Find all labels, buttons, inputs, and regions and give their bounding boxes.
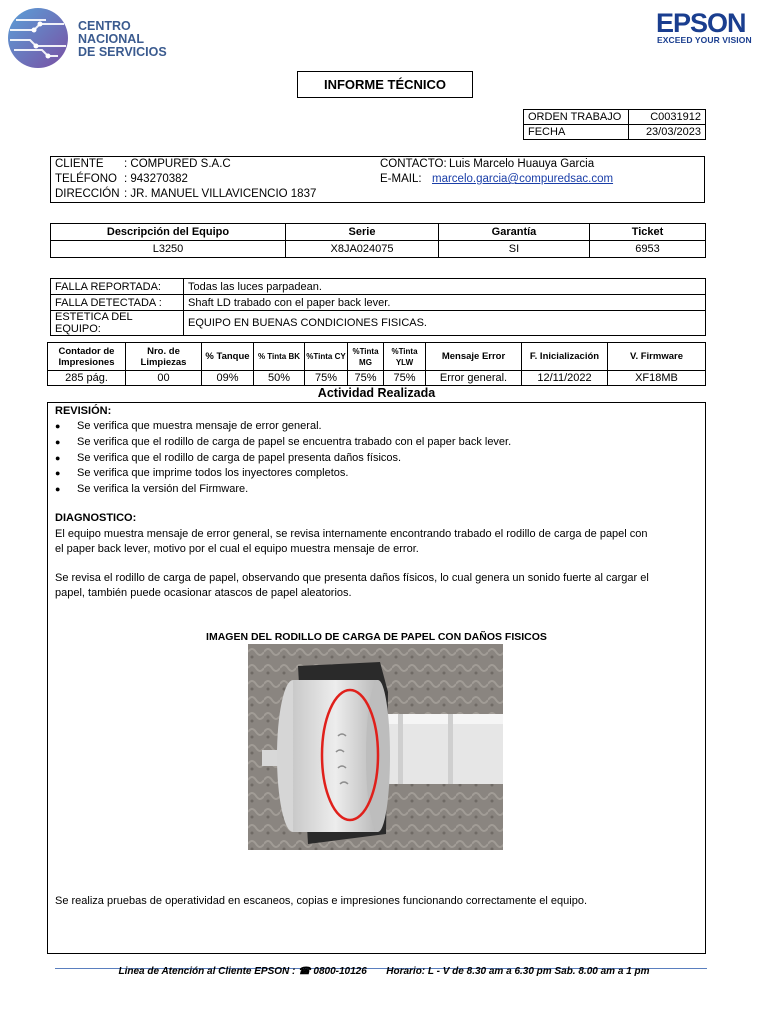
counter-value: 75% <box>348 371 384 386</box>
footer-line-label: Linea de Atención al Cliente EPSON : <box>118 966 296 977</box>
bullet-icon: ● <box>55 453 61 463</box>
fecha-value: 23/03/2023 <box>629 125 706 140</box>
footer-phone: 0800-10126 <box>313 966 367 977</box>
contacto-value: Luis Marcelo Huauya Garcia <box>449 158 595 170</box>
bullet-icon: ● <box>55 468 61 478</box>
cns-line-3: DE SERVICIOS <box>78 45 167 59</box>
footer-contact <box>0 966 768 977</box>
cns-logo-icon <box>6 6 70 70</box>
table-row <box>51 279 706 295</box>
cns-line-1: CENTRO <box>78 19 131 33</box>
bullet-icon: ● <box>55 437 61 447</box>
equipment-table <box>50 223 706 258</box>
counter-header: Mensaje Error <box>426 343 522 371</box>
diagnostico-p1-line2: el paper back lever, motivo por el cual el equipo muestra mensaje de error. <box>55 543 419 555</box>
equip-header-garantia: Garantía <box>439 224 590 241</box>
counter-header: Contador de Impresiones <box>48 343 126 371</box>
counter-value: 09% <box>202 371 254 386</box>
phone-icon: ☎ <box>298 966 311 977</box>
cns-brand-text <box>78 20 167 59</box>
counter-value: 285 pág. <box>48 371 126 386</box>
counter-value: 00 <box>126 371 202 386</box>
counter-value: 12/11/2022 <box>522 371 608 386</box>
fault-value: Todas las luces parpadean. <box>184 279 706 295</box>
equip-ticket-value: 6953 <box>590 241 706 258</box>
revision-heading: REVISIÓN: <box>55 405 112 417</box>
orden-value: C0031912 <box>629 110 706 125</box>
counter-value: XF18MB <box>608 371 706 386</box>
equip-header-serie: Serie <box>286 224 439 241</box>
fault-label: ESTETICA DEL EQUIPO: <box>51 311 184 336</box>
order-table <box>523 109 706 140</box>
bullet-icon: ● <box>55 421 61 431</box>
email-label: E-MAIL: <box>380 173 422 185</box>
footer-hours: Horario: L - V de 8.30 am a 6.30 pm Sab. 8.00 am a 1 pm <box>386 966 650 977</box>
final-test-text: Se realiza pruebas de operatividad en escaneos, copias e impresiones funcionando correctamente el equipo. <box>55 895 588 907</box>
counter-header: % Tanque <box>202 343 254 371</box>
direccion-value: : JR. MANUEL VILLAVICENCIO 1837 <box>124 188 317 200</box>
counter-header: %Tinta YLW <box>384 343 426 371</box>
counter-header: % Tinta BK <box>254 343 305 371</box>
list-item: Se verifica que el rodillo de carga de papel presenta daños físicos. <box>77 452 402 464</box>
counter-header: %Tinta CY <box>305 343 348 371</box>
report-title: INFORME TÉCNICO <box>297 71 473 98</box>
bullet-icon: ● <box>55 484 61 494</box>
counter-value: Error general. <box>426 371 522 386</box>
counter-value: 75% <box>384 371 426 386</box>
equip-desc-value: L3250 <box>51 241 286 258</box>
list-item: Se verifica la versión del Firmware. <box>77 483 249 495</box>
fault-label: FALLA DETECTADA : <box>51 295 184 311</box>
equip-serie-value: X8JA024075 <box>286 241 439 258</box>
list-item: Se verifica que muestra mensaje de error general. <box>77 420 322 432</box>
orden-label: ORDEN TRABAJO <box>524 110 629 125</box>
cliente-label: CLIENTE <box>55 158 104 170</box>
counter-header: F. Inicialización <box>522 343 608 371</box>
table-row <box>51 295 706 311</box>
equip-header-desc: Descripción del Equipo <box>51 224 286 241</box>
fecha-label: FECHA <box>524 125 629 140</box>
client-info-box <box>50 156 705 203</box>
fault-label: FALLA REPORTADA: <box>51 279 184 295</box>
epson-tagline: EXCEED YOUR VISION <box>657 35 752 45</box>
telefono-value: : 943270382 <box>124 173 188 185</box>
epson-logo: EPSON <box>656 8 746 38</box>
cliente-value: : COMPURED S.A.C <box>124 158 231 170</box>
diagnostico-heading: DIAGNOSTICO: <box>55 512 137 524</box>
fault-value: EQUIPO EN BUENAS CONDICIONES FISICAS. <box>184 311 706 336</box>
table-row <box>51 311 706 336</box>
cns-line-2: NACIONAL <box>78 32 144 46</box>
counter-header: V. Firmware <box>608 343 706 371</box>
roller-damage-photo <box>248 644 503 850</box>
fault-value: Shaft LD trabado con el paper back lever. <box>184 295 706 311</box>
counter-header: %Tinta MG <box>348 343 384 371</box>
email-link[interactable]: marcelo.garcia@compuredsac.com <box>432 173 614 185</box>
counter-value: 75% <box>305 371 348 386</box>
diagnostico-p2-line1: Se revisa el rodillo de carga de papel, observando que presenta daños físicos, lo cual genera un sonido fuerte al cargar el <box>55 572 649 584</box>
list-item: Se verifica que imprime todos los inyectores completos. <box>77 467 349 479</box>
direccion-label: DIRECCIÓN <box>55 188 120 200</box>
contacto-label: CONTACTO: <box>380 158 447 170</box>
image-caption: IMAGEN DEL RODILLO DE CARGA DE PAPEL CON DAÑOS FISICOS <box>206 631 547 643</box>
activity-title: Actividad Realizada <box>317 386 436 400</box>
equip-garantia-value: SI <box>439 241 590 258</box>
diagnostico-p2-line2: papel, también puede ocasionar atascos de papel aleatorios. <box>55 587 352 599</box>
counter-header: Nro. de Limpiezas <box>126 343 202 371</box>
list-item: Se verifica que el rodillo de carga de papel se encuentra trabado con el paper back lever. <box>77 436 512 448</box>
fault-table <box>50 278 706 336</box>
counter-value: 50% <box>254 371 305 386</box>
counters-table <box>47 342 706 386</box>
telefono-label: TELÉFONO <box>55 173 117 185</box>
diagnostico-p1-line1: El equipo muestra mensaje de error general, se revisa internamente encontrando trabado el rodillo de carga de papel con <box>55 528 648 540</box>
equip-header-ticket: Ticket <box>590 224 706 241</box>
